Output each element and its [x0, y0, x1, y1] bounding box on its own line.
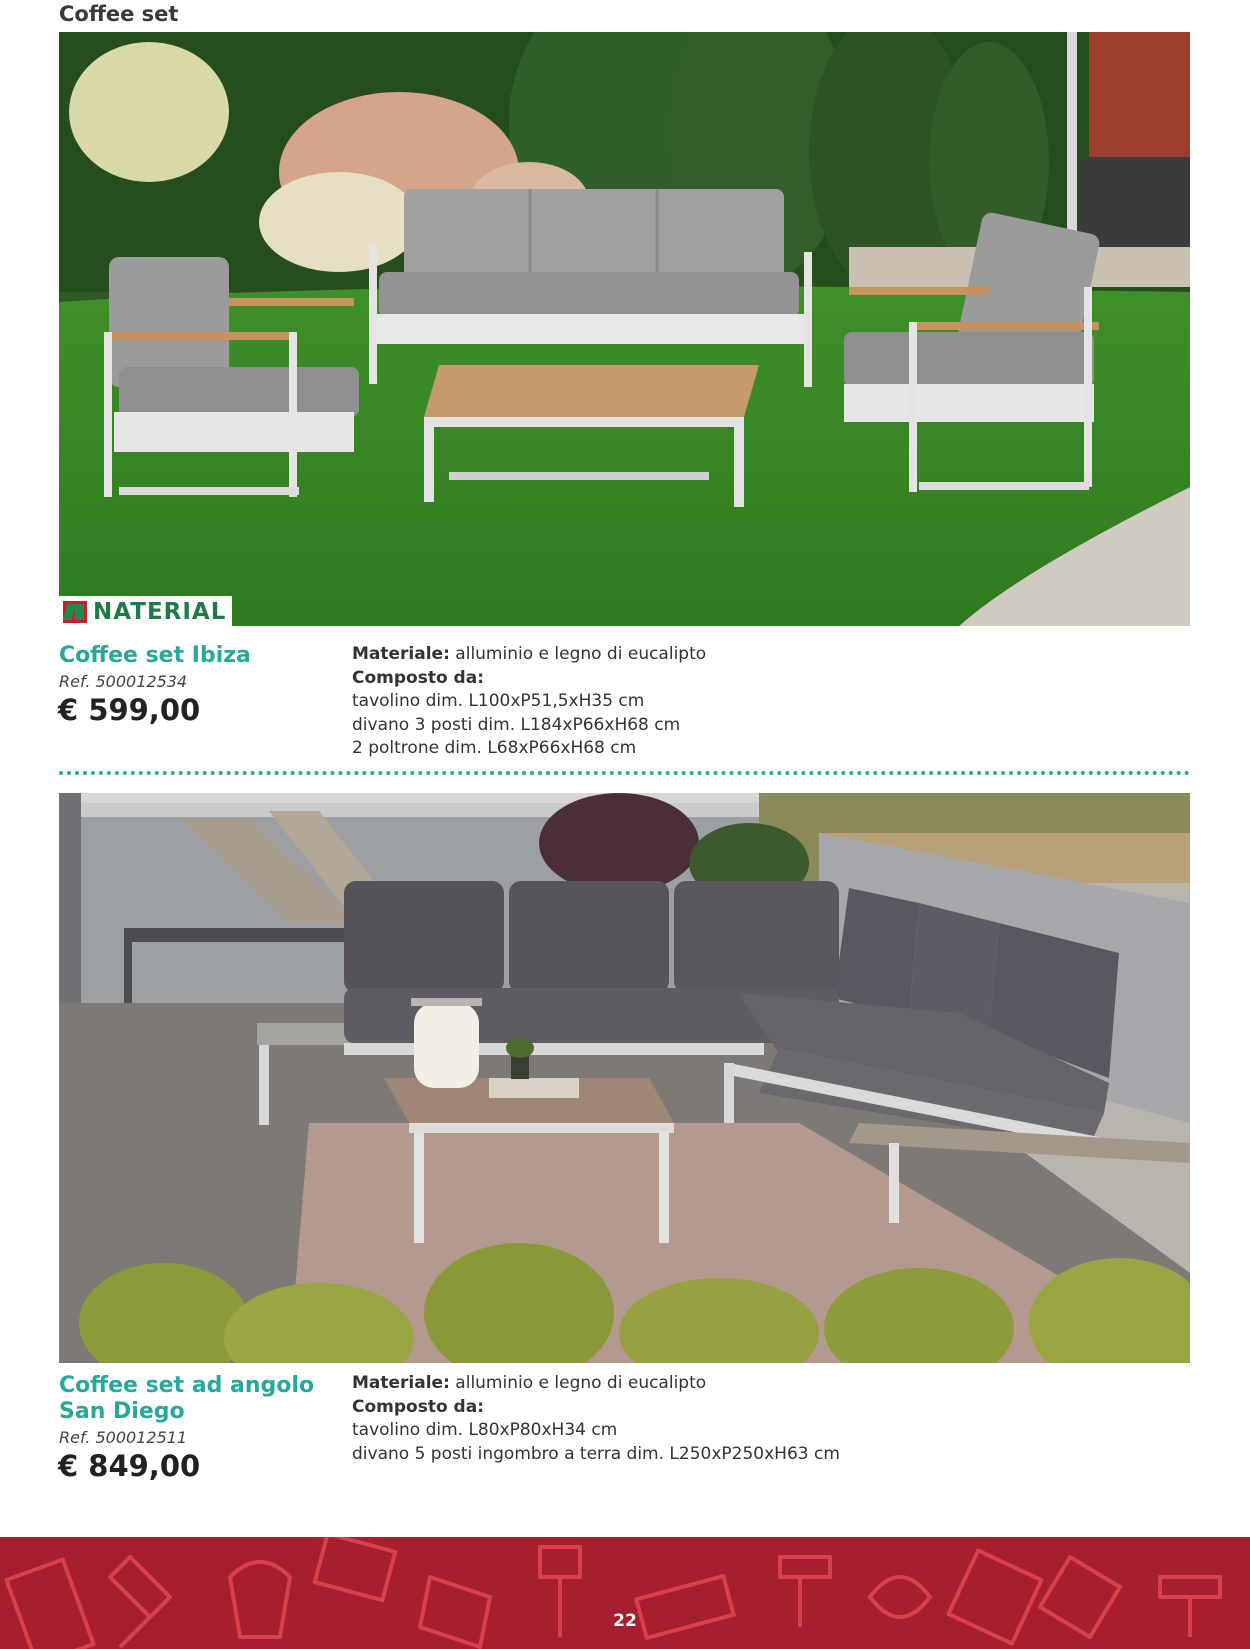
ibiza-scene-image — [59, 32, 1190, 626]
product-name-line: San Diego — [59, 1399, 185, 1424]
tools-pattern-icon — [0, 1537, 1250, 1649]
product-ref-ibiza: Ref. 500012534 — [59, 672, 188, 691]
product-name-line: Coffee set ad angolo — [59, 1373, 315, 1398]
product-specs-ibiza — [352, 643, 706, 761]
spec-item: 2 poltrone dim. L68xP66xH68 cm — [352, 738, 637, 758]
material-value: alluminio e legno di eucalipto — [455, 644, 707, 664]
material-line — [352, 1372, 840, 1396]
footer-band — [0, 1537, 1250, 1649]
page-number: 22 — [613, 1611, 637, 1631]
spec-item: tavolino dim. L100xP51,5xH35 cm — [352, 691, 645, 711]
spec-item: tavolino dim. L80xP80xH34 cm — [352, 1420, 618, 1440]
product-ref-san-diego: Ref. 500012511 — [59, 1428, 188, 1447]
product-photo-san-diego — [59, 793, 1190, 1363]
spec-item: divano 3 posti dim. L184xP66xH68 cm — [352, 714, 681, 735]
dotted-divider — [59, 771, 1190, 775]
brand-logo — [59, 596, 232, 626]
spec-item: divano 5 posti ingombro a terra dim. L250xP250xH63 cm — [352, 1443, 840, 1464]
material-label: Materiale: — [352, 1373, 450, 1393]
product-photo-ibiza — [59, 32, 1190, 626]
product-name-san-diego — [59, 1373, 314, 1425]
material-line — [352, 643, 706, 667]
product-name-ibiza: Coffee set Ibiza — [59, 643, 251, 668]
product-specs-san-diego — [352, 1372, 840, 1466]
product-price-san-diego: € 849,00 — [58, 1449, 201, 1483]
product-price-ibiza: € 599,00 — [58, 693, 201, 727]
composed-label: Composto da: — [352, 667, 484, 688]
brand-name: NATERIAL — [93, 599, 227, 625]
section-title: Coffee set — [59, 2, 179, 26]
material-value: alluminio e legno di eucalipto — [455, 1373, 707, 1393]
composed-label: Composto da: — [352, 1396, 484, 1417]
brand-mark-icon — [63, 601, 87, 623]
san-diego-scene-image — [59, 793, 1190, 1363]
material-label: Materiale: — [352, 644, 450, 664]
